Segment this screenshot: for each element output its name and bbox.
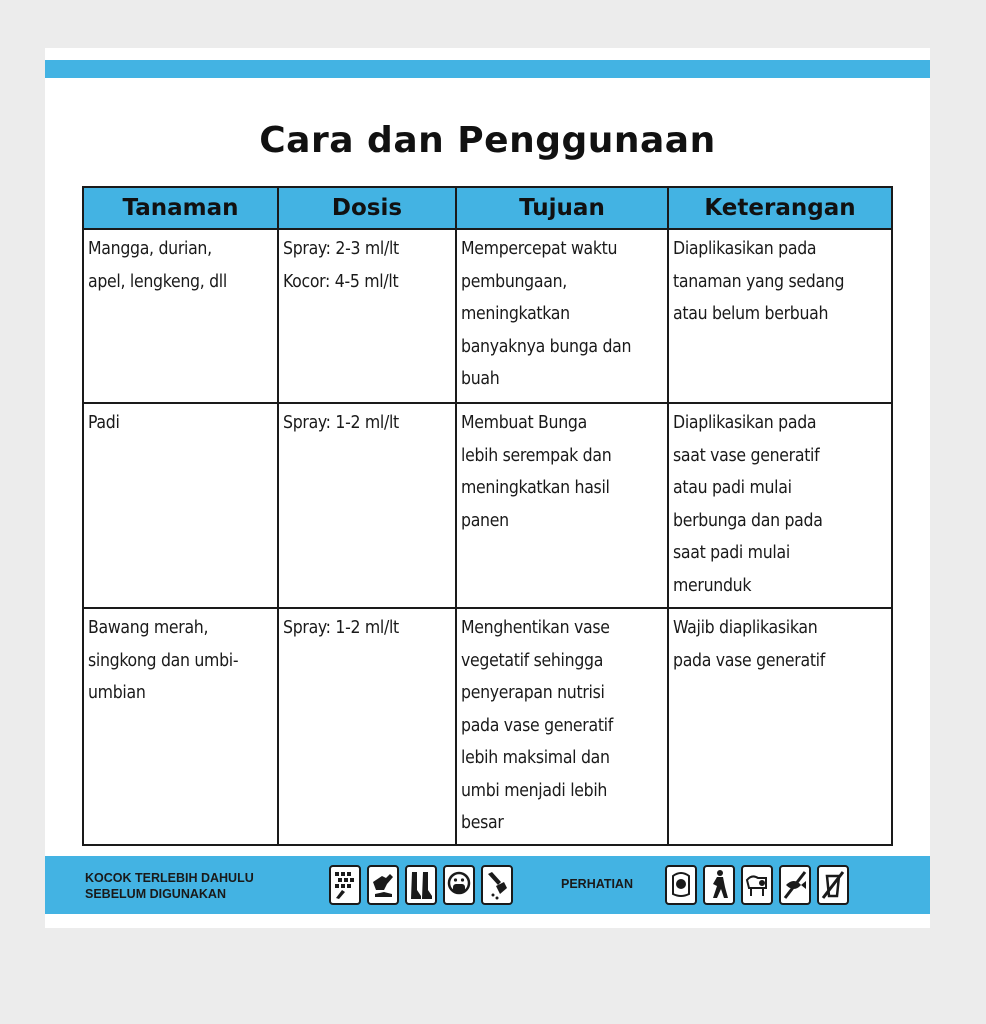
no-fish-icon [779,865,811,905]
livestock-icon [741,865,773,905]
header-keterangan: Keterangan [668,187,892,229]
shake-instruction [85,870,254,902]
hand-washing-icon [481,865,513,905]
table-row [83,608,892,845]
usage-card [45,48,930,928]
cell-tanaman: Mangga, durian, apel, lengkeng, dll [83,229,278,403]
cell-tanaman: Padi [83,403,278,608]
shake-line-1: KOCOK TERLEBIH DAHULU [85,871,254,885]
no-drinking-icon [817,865,849,905]
gloves-icon [367,865,399,905]
usage-table [82,186,893,846]
header-tanaman: Tanaman [83,187,278,229]
cell-tujuan: Menghentikan vase vegetatif sehingga penyerapan nutrisi pada vase generatif lebih maksimal dan umbi menjadi lebih besar [456,608,668,845]
cell-dosis: Spray: 1-2 ml/lt [278,403,456,608]
cell-tujuan: Membuat Bunga lebih serempak dan meningkatkan hasil panen [456,403,668,608]
warning-icons [665,865,849,905]
table-header-row [83,187,892,229]
header-tujuan: Tujuan [456,187,668,229]
boots-icon [405,865,437,905]
cell-keterangan: Diaplikasikan pada saat vase generatif atau padi mulai berbunga dan pada saat padi mulai merunduk [668,403,892,608]
table-row [83,229,892,403]
face-shield-icon [665,865,697,905]
header-dosis: Dosis [278,187,456,229]
cell-keterangan: Diaplikasikan pada tanaman yang sedang atau belum berbuah [668,229,892,403]
walking-person-icon [703,865,735,905]
cell-dosis: Spray: 2-3 ml/lt Kocor: 4-5 ml/lt [278,229,456,403]
pesticide-spray-icon [329,865,361,905]
cell-dosis: Spray: 1-2 ml/lt [278,608,456,845]
cell-tujuan: Mempercepat waktu pembungaan, meningkatkan banyaknya bunga dan buah [456,229,668,403]
table-row [83,403,892,608]
cell-tanaman: Bawang merah, singkong dan umbi- umbian [83,608,278,845]
shake-line-2: SEBELUM DIGUNAKAN [85,887,226,901]
page-title: Cara dan Penggunaan [259,120,716,161]
safety-footer [45,856,930,914]
cell-keterangan: Wajib diaplikasikan pada vase generatif [668,608,892,845]
attention-label: PERHATIAN [561,877,633,891]
protective-equipment-icons [329,865,513,905]
top-accent-bar [45,60,930,78]
face-mask-icon [443,865,475,905]
